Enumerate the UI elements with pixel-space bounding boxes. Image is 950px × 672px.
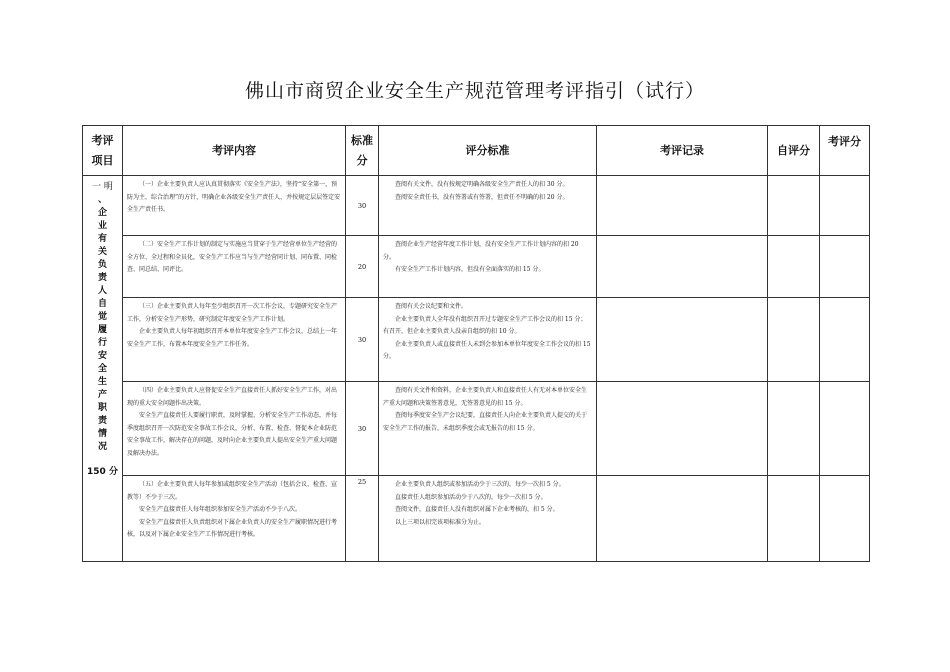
eval-score-cell[interactable] [820, 476, 870, 562]
content-cell [123, 176, 346, 236]
section-label-char: 况 [97, 442, 107, 452]
header-record: 考评记录 [597, 126, 768, 176]
record-cell[interactable] [597, 298, 768, 382]
section-label-char: 全 [97, 364, 107, 374]
content-cell [123, 236, 346, 298]
paragraph: 有安全生产工作计划内容，但没有全面落实的扣 15 分。 [395, 266, 545, 273]
paragraph: （五）企业主要负责人每年参加或组织安全生产活动（包括会议、检查、宣教等）不少于三次。 [127, 481, 338, 501]
section-label-char: 履 [97, 325, 107, 335]
table-row [83, 382, 870, 476]
paragraph: 企业主要负责人组织或参加活动少于三次的，每少一次扣 5 分。 [395, 481, 565, 488]
table-header-row [83, 126, 870, 176]
section-label-char: 企 [97, 208, 107, 218]
record-cell[interactable] [597, 236, 768, 298]
section-score: 150 分 [87, 467, 118, 477]
record-cell[interactable] [597, 476, 768, 562]
paragraph: 查阅有关会议纪要和文件。 [395, 303, 468, 310]
section-label-char: 、 [97, 195, 107, 205]
paragraph: 查阅企业生产经营年度工作计划，没有安全生产工作计划内容的扣 20 分。 [383, 241, 579, 261]
header-criteria: 评分标准 [379, 126, 597, 176]
section-label-char: 业 [97, 221, 107, 231]
section-label-char: 行 [97, 338, 107, 348]
paragraph: 企业主要负责人或直接责任人未到会参加本单位年度安全工作会议的扣 15 分。 [383, 340, 591, 360]
paragraph: （三）企业主要负责人每年至少组织召开一次工作会议，专题研究安全生产工作，分析安全生产形势，研究制定年度安全生产工作计划。 [127, 303, 338, 323]
criteria-cell [379, 298, 597, 382]
header-std-line1: 标准 [351, 133, 373, 147]
table-row [83, 298, 870, 382]
criteria-cell [379, 476, 597, 562]
section-label-char: 责 [97, 273, 107, 283]
paragraph: 企业主要负责人每年初组织召开本单位年度安全生产工作会议，总结上一年安全生产工作，布置本年度安全生产工作任务。 [127, 328, 338, 348]
section-label-top: 一 明 [92, 182, 113, 192]
eval-score-cell[interactable] [820, 298, 870, 382]
eval-score-cell[interactable] [820, 236, 870, 298]
paragraph: （一）企业主要负责人应认真贯彻落实《安全生产法》，坚持“安全第一，预防为主，综合治理”的方针，明确企业各级安全生产责任人，并按规定层层签定安全生产责任书。 [127, 181, 341, 213]
paragraph: 查阅安全责任书，没有签署或有签署，但责任不明确的扣 20 分。 [395, 193, 569, 201]
section-label-char: 责 [97, 416, 107, 426]
paragraph: （四）企业主要负责人应督促安全生产直接责任人抓好安全生产工作，对出现的重大安全问题作出决策。 [127, 387, 338, 407]
section-label [83, 181, 122, 454]
header-std-score [346, 126, 379, 176]
paragraph: 安全生产直接责任人负责组织对下属企业负责人的安全生产履职情况进行考核，以及对下属企业安全生产工作情况进行考核。 [127, 518, 338, 538]
content-cell [123, 298, 346, 382]
record-cell[interactable] [597, 176, 768, 236]
section-label-char: 关 [97, 247, 107, 257]
header-self-score: 自评分 [768, 126, 820, 176]
paragraph: 查阅每季度安全生产会议纪要，直接责任人向企业主要负责人提交的关于安全生产工作的报告，未组织季度会或无报告的扣 15 分。 [383, 412, 588, 432]
evaluation-table [82, 125, 870, 562]
header-content: 考评内容 [123, 126, 346, 176]
self-score-cell[interactable] [768, 476, 820, 562]
eval-score-cell[interactable] [820, 176, 870, 236]
self-score-cell[interactable] [768, 236, 820, 298]
header-item-line1: 考评 [91, 133, 114, 147]
paragraph: （二）安全生产工作计划的制定与实施应当贯穿于生产经营单位生产经营的全方位、全过程和全员化，安全生产工作应当与生产经营同计划、同布置、同检查、同总结、同评比。 [127, 241, 338, 273]
std-score-cell: 30 [346, 176, 379, 236]
section-label-char: 自 [97, 299, 107, 309]
header-item [83, 126, 123, 176]
document-title: 佛山市商贸企业安全生产规范管理考评指引（试行） [244, 80, 705, 102]
criteria-cell [379, 382, 597, 476]
section-label-char: 职 [97, 403, 107, 413]
record-cell[interactable] [597, 382, 768, 476]
section-label-char: 产 [97, 390, 107, 400]
self-score-cell[interactable] [768, 298, 820, 382]
std-score-cell: 30 [346, 382, 379, 476]
eval-score-cell[interactable] [820, 382, 870, 476]
criteria-cell [379, 176, 597, 236]
self-score-cell[interactable] [768, 382, 820, 476]
section-label-cell [83, 176, 123, 562]
criteria-cell [379, 236, 597, 298]
section-label-char: 负 [97, 260, 107, 270]
paragraph: 查阅有关文件，没有按规定明确各级安全生产责任人的扣 30 分。 [395, 181, 569, 188]
content-cell [123, 476, 346, 562]
table-row [83, 236, 870, 298]
section-label-char: 生 [97, 377, 107, 387]
section-label-char: 觉 [97, 312, 107, 322]
std-score-cell: 20 [346, 236, 379, 298]
table-row [83, 176, 870, 236]
section-label-char: 安 [97, 351, 107, 361]
paragraph: 直接责任人组织参加活动少于八次的，每少一次扣 5 分。 [395, 493, 547, 501]
paragraph: 安全生产直接责任人要履行职责，及时掌握、分析安全生产工作动态，并每季度组织召开一次防范安全事故工作会议，分析、布置、检查、督促本企业防范安全事故工作，解决存在的问题，及时向企业主要负责人提出安全生产重大问题及解决办法。 [127, 412, 338, 457]
paragraph: 以上三项以扣完该项标准分为止。 [395, 518, 486, 526]
paragraph: 安全生产直接责任人每年组织参加安全生产活动不少于八次。 [139, 506, 302, 513]
header-eval-score: 考评分 [820, 126, 870, 176]
section-label-char: 人 [97, 286, 107, 296]
section-label-char: 情 [97, 429, 107, 439]
header-item-line2: 项目 [91, 153, 114, 167]
paragraph: 企业主要负责人全年没有组织召开过专题安全生产工作会议的扣 15 分；有召开，但企业主要负责人没亲自组织的扣 10 分。 [383, 315, 587, 335]
paragraph: 查阅文件，直接责任人没有组织对属下企业考核的，扣 5 分。 [395, 506, 559, 513]
paragraph: 查阅有关文件和资料，企业主要负责人和直接责任人有无对本单位安全生产重大问题和决策签署意见，无签署意见的扣 15 分。 [383, 387, 588, 407]
std-score-cell: 25 [346, 476, 379, 562]
table-row [83, 476, 870, 562]
self-score-cell[interactable] [768, 176, 820, 236]
content-cell [123, 382, 346, 476]
section-label-char: 有 [97, 234, 107, 244]
header-std-line2: 分 [356, 153, 368, 167]
std-score-cell: 30 [346, 298, 379, 382]
